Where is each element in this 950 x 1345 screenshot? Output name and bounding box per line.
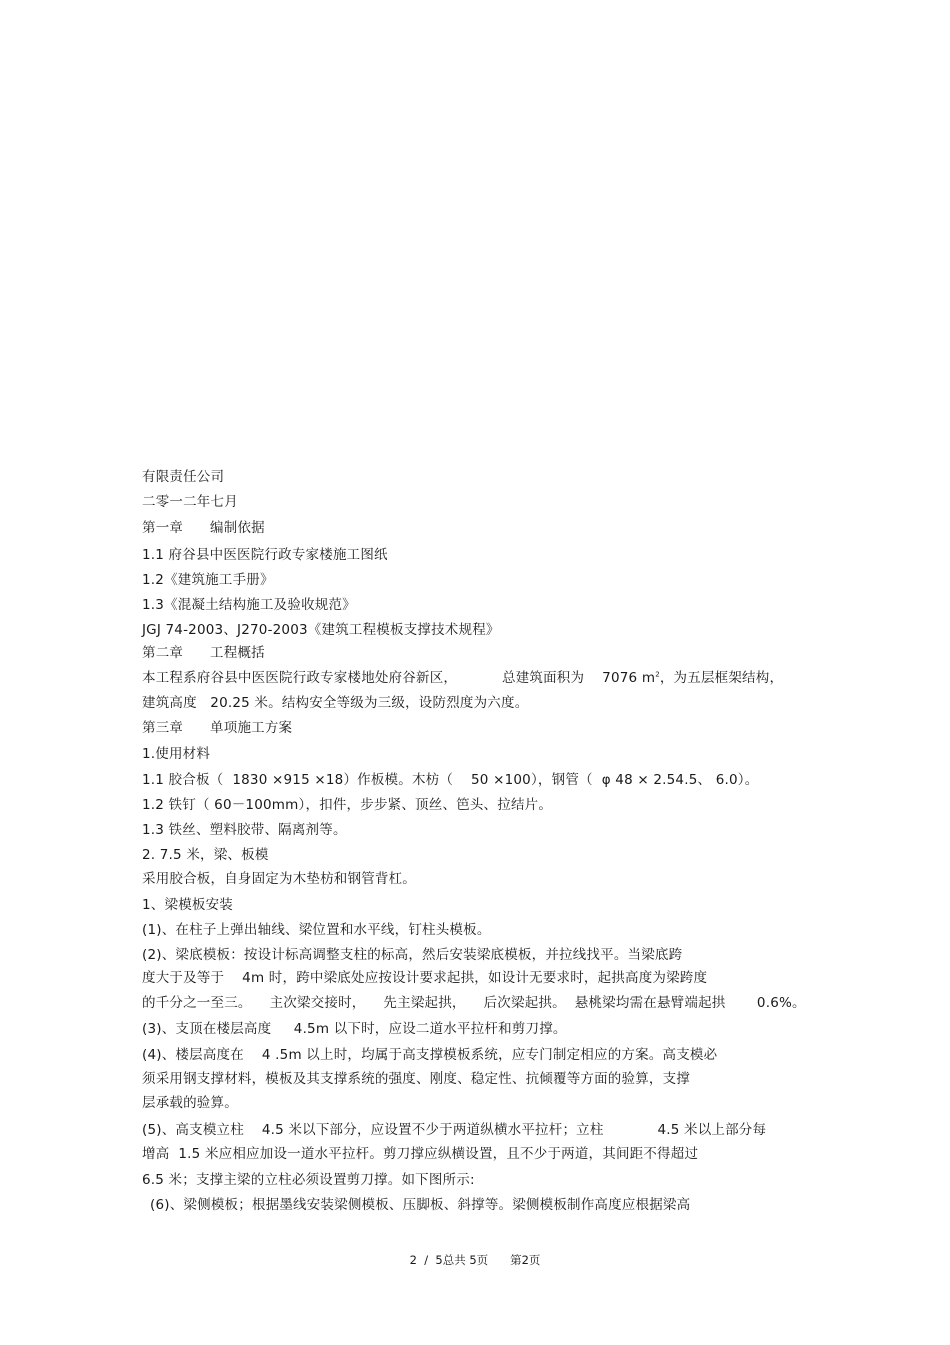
text-line: 采用胶合板，自身固定为木垫枋和钢管背杠。 — [142, 871, 416, 887]
text-line: (4)、楼层高度在 4 .5m 以上时，均属于高支撑模板系统，应专门制定相应的方案。高支模必 — [142, 1047, 718, 1063]
text-line: 1.1 胶合板（ 1830 ×915 ×18）作板模。木枋（ 50 ×100），钢管（ φ 48 × 2.54.5、 6.0）。 — [142, 772, 759, 788]
text-line: (1)、在柱子上弹出轴线、梁位置和水平线，钉柱头模板。 — [142, 922, 491, 938]
text-line: 度大于及等于 4m 时，跨中梁底处应按设计要求起拱，如设计无要求时，起拱高度为梁跨度 — [142, 970, 708, 986]
text-line: 1.1 府谷县中医医院行政专家楼施工图纸 — [142, 547, 388, 563]
text-line: JGJ 74-2003、J270-2003《建筑工程模板支撑技术规程》 — [142, 622, 500, 638]
company-line: 有限责任公司 — [142, 469, 225, 485]
text-line: 增高 1.5 米应相应加设一道水平拉杆。剪刀撑应纵横设置，且不少于两道，其间距不得超过 — [142, 1146, 699, 1162]
text-line: (5)、高支模立柱 4.5 米以下部分，应设置不少于两道纵横水平拉杆；立柱 4.5 米以上部分每 — [142, 1122, 767, 1138]
chapter-1-heading: 第一章 编制依据 — [142, 520, 265, 536]
text-line: 1.使用材料 — [142, 746, 211, 762]
text-line: 的千分之一至三。 主次梁交接时， 先主梁起拱， 后次梁起拱。 悬桃梁均需在悬臂端起拱 0.6%。 — [142, 995, 806, 1011]
text-line: (2)、梁底模板：按设计标高调整支柱的标高，然后安装梁底模板，并拉线找平。当梁底跨 — [142, 947, 683, 963]
text-line: (3)、支顶在楼层高度 4.5m 以下时，应设二道水平拉杆和剪刀撑。 — [142, 1021, 567, 1037]
text-line: 1、梁模板安装 — [142, 897, 233, 913]
text-line: 2. 7.5 米，梁、板模 — [142, 847, 269, 863]
text-line: 1.3 铁丝、塑料胶带、隔离剂等。 — [142, 822, 347, 838]
chapter-2-heading: 第二章 工程概括 — [142, 645, 265, 661]
text-line: 层承载的验算。 — [142, 1095, 238, 1111]
text-line: 1.3《混凝土结构施工及验收规范》 — [142, 597, 356, 613]
page-footer: 2 / 5总共 5页 第2页 — [409, 1253, 541, 1267]
text-line: 1.2 铁钉（ 60－100mm），扣件，步步紧、顶丝、笆头、拉结片。 — [142, 797, 553, 813]
text-line: 须采用钢支撑材料，模板及其支撑系统的强度、刚度、稳定性、抗倾覆等方面的验算，支撑 — [142, 1071, 690, 1087]
text-line: 建筑高度 20.25 米。结构安全等级为三级，设防烈度为六度。 — [142, 695, 529, 711]
text-line: 1.2《建筑施工手册》 — [142, 572, 274, 588]
text-line: 本工程系府谷县中医医院行政专家楼地处府谷新区， 总建筑面积为 7076 $m^2$，为五层框架结构， — [142, 670, 784, 686]
text-line: (6)、梁侧模板；根据墨线安装梁侧模板、压脚板、斜撑等。梁侧模板制作高度应根据梁高 — [150, 1197, 691, 1213]
area-superscript: 2 — [655, 670, 660, 679]
text-line: 6.5 米；支撑主梁的立柱必须设置剪刀撑。如下图所示: — [142, 1172, 475, 1188]
chapter-3-heading: 第三章 单项施工方案 — [142, 720, 293, 736]
date-line: 二零一二年七月 — [142, 494, 238, 510]
